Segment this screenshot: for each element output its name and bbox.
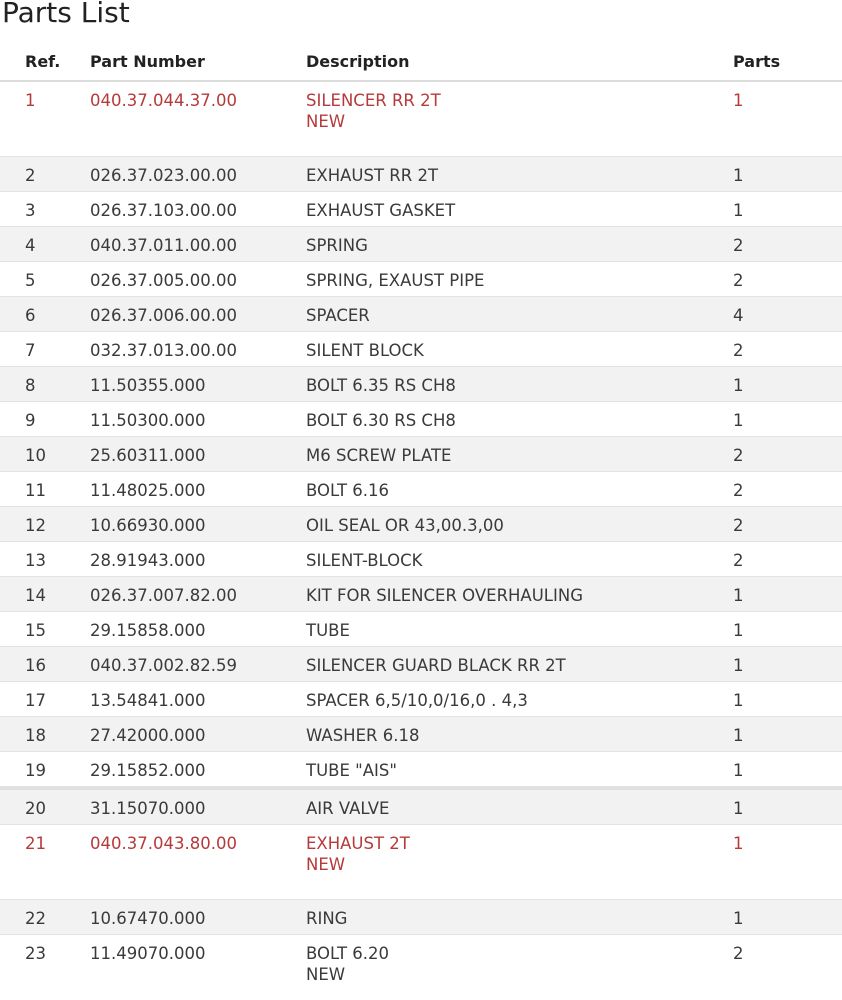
- part-number-cell: 040.37.011.00.00: [90, 236, 237, 255]
- part-number-cell: 11.48025.000: [90, 481, 206, 500]
- qty-cell: 1: [733, 411, 744, 430]
- part-number-cell: 026.37.103.00.00: [90, 201, 237, 220]
- part-number-cell: 026.37.023.00.00: [90, 166, 237, 185]
- ref-cell: 8: [25, 376, 36, 395]
- column-header-ref: Ref.: [25, 52, 61, 71]
- ref-cell: 6: [25, 306, 36, 325]
- description-cell: RING: [306, 909, 348, 928]
- part-number-cell: 29.15852.000: [90, 761, 206, 780]
- qty-cell: 2: [733, 944, 744, 963]
- qty-cell: 1: [733, 726, 744, 745]
- ref-cell: 10: [25, 446, 46, 465]
- ref-cell: 15: [25, 621, 46, 640]
- qty-cell: 2: [733, 481, 744, 500]
- table-row: [0, 507, 842, 542]
- table-row: [0, 227, 842, 262]
- ref-cell: 7: [25, 341, 36, 360]
- qty-cell: 1: [733, 834, 744, 853]
- table-row: [0, 472, 842, 507]
- parts-table: [0, 45, 842, 995]
- description-cell: BOLT 6.35 RS CH8: [306, 376, 456, 395]
- table-row: [0, 717, 842, 752]
- ref-cell: 20: [25, 799, 46, 818]
- column-header-description: Description: [306, 52, 410, 71]
- qty-cell: 2: [733, 341, 744, 360]
- part-number-cell: 026.37.007.82.00: [90, 586, 237, 605]
- table-row: [0, 262, 842, 297]
- page-title: Parts List: [2, 0, 130, 29]
- ref-cell: 22: [25, 909, 46, 928]
- description-cell: BOLT 6.30 RS CH8: [306, 411, 456, 430]
- description-cell: SILENCER GUARD BLACK RR 2T: [306, 656, 566, 675]
- description-cell: [306, 943, 389, 985]
- part-number-cell: 040.37.002.82.59: [90, 656, 237, 675]
- part-number-cell: 11.50300.000: [90, 411, 206, 430]
- part-number-cell: 10.67470.000: [90, 909, 206, 928]
- column-header-parts: Parts: [733, 52, 781, 71]
- description-cell: EXHAUST GASKET: [306, 201, 456, 220]
- description-cell: OIL SEAL OR 43,00.3,00: [306, 516, 504, 535]
- table-row: [0, 367, 842, 402]
- table-row: [0, 577, 842, 612]
- part-number-cell: 11.49070.000: [90, 944, 206, 963]
- qty-cell: 1: [733, 909, 744, 928]
- ref-cell: 17: [25, 691, 46, 710]
- table-row: [0, 402, 842, 437]
- ref-cell: 4: [25, 236, 36, 255]
- qty-cell: 4: [733, 306, 744, 325]
- part-number-cell: 040.37.044.37.00: [90, 91, 237, 110]
- table-header: [0, 45, 842, 82]
- qty-cell: 1: [733, 621, 744, 640]
- qty-cell: 1: [733, 166, 744, 185]
- qty-cell: 2: [733, 551, 744, 570]
- part-number-cell: 026.37.006.00.00: [90, 306, 237, 325]
- ref-cell: 16: [25, 656, 46, 675]
- part-number-cell: 032.37.013.00.00: [90, 341, 237, 360]
- part-number-cell: 026.37.005.00.00: [90, 271, 237, 290]
- ref-cell: 13: [25, 551, 46, 570]
- table-row: [0, 297, 842, 332]
- description-cell: SILENT BLOCK: [306, 341, 424, 360]
- qty-cell: 2: [733, 271, 744, 290]
- description-text: BOLT 6.20: [306, 944, 389, 963]
- qty-cell: 1: [733, 376, 744, 395]
- description-cell: SPRING, EXAUST PIPE: [306, 271, 485, 290]
- qty-cell: 1: [733, 761, 744, 780]
- table-row: [0, 612, 842, 647]
- description-cell: SPRING: [306, 236, 368, 255]
- ref-cell: 9: [25, 411, 36, 430]
- part-number-cell: 13.54841.000: [90, 691, 206, 710]
- part-number-cell: 28.91943.000: [90, 551, 206, 570]
- description-cell: EXHAUST RR 2T: [306, 166, 439, 185]
- qty-cell: 2: [733, 236, 744, 255]
- description-cell: AIR VALVE: [306, 799, 390, 818]
- table-row: [0, 82, 842, 157]
- part-number-cell: 25.60311.000: [90, 446, 206, 465]
- description-cell: TUBE "AIS": [306, 761, 397, 780]
- part-number-cell: 040.37.043.80.00: [90, 834, 237, 853]
- table-row: [0, 157, 842, 192]
- qty-cell: 2: [733, 516, 744, 535]
- new-label: NEW: [306, 965, 346, 984]
- part-number-cell: 27.42000.000: [90, 726, 206, 745]
- qty-cell: 1: [733, 586, 744, 605]
- description-cell: SPACER: [306, 306, 370, 325]
- new-label: NEW: [306, 112, 346, 131]
- part-number-cell: 29.15858.000: [90, 621, 206, 640]
- ref-cell: 21: [25, 834, 46, 853]
- ref-cell: 11: [25, 481, 46, 500]
- ref-cell: 18: [25, 726, 46, 745]
- qty-cell: 1: [733, 799, 744, 818]
- qty-cell: 1: [733, 91, 744, 110]
- table-row: [0, 437, 842, 472]
- description-cell: [306, 90, 441, 132]
- table-row: [0, 935, 842, 995]
- table-row: [0, 825, 842, 900]
- ref-cell: 1: [25, 91, 36, 110]
- description-text: EXHAUST 2T: [306, 834, 410, 853]
- ref-cell: 23: [25, 944, 46, 963]
- ref-cell: 19: [25, 761, 46, 780]
- description-text: SILENCER RR 2T: [306, 91, 441, 110]
- table-row: [0, 682, 842, 717]
- table-row: [0, 192, 842, 227]
- qty-cell: 1: [733, 691, 744, 710]
- table-row: [0, 332, 842, 367]
- ref-cell: 2: [25, 166, 36, 185]
- qty-cell: 2: [733, 446, 744, 465]
- table-row: [0, 542, 842, 577]
- ref-cell: 14: [25, 586, 46, 605]
- description-cell: KIT FOR SILENCER OVERHAULING: [306, 586, 583, 605]
- qty-cell: 1: [733, 656, 744, 675]
- part-number-cell: 31.15070.000: [90, 799, 206, 818]
- qty-cell: 1: [733, 201, 744, 220]
- description-cell: SPACER 6,5/10,0/16,0 . 4,3: [306, 691, 528, 710]
- table-row: [0, 647, 842, 682]
- table-row: [0, 900, 842, 935]
- ref-cell: 3: [25, 201, 36, 220]
- new-label: NEW: [306, 855, 346, 874]
- ref-cell: 5: [25, 271, 36, 290]
- description-cell: SILENT-BLOCK: [306, 551, 423, 570]
- table-row: [0, 787, 842, 825]
- description-cell: BOLT 6.16: [306, 481, 389, 500]
- part-number-cell: 11.50355.000: [90, 376, 206, 395]
- description-cell: WASHER 6.18: [306, 726, 420, 745]
- description-cell: M6 SCREW PLATE: [306, 446, 452, 465]
- ref-cell: 12: [25, 516, 46, 535]
- part-number-cell: 10.66930.000: [90, 516, 206, 535]
- description-cell: TUBE: [306, 621, 350, 640]
- description-cell: [306, 833, 410, 875]
- table-row: [0, 752, 842, 787]
- column-header-part-number: Part Number: [90, 52, 205, 71]
